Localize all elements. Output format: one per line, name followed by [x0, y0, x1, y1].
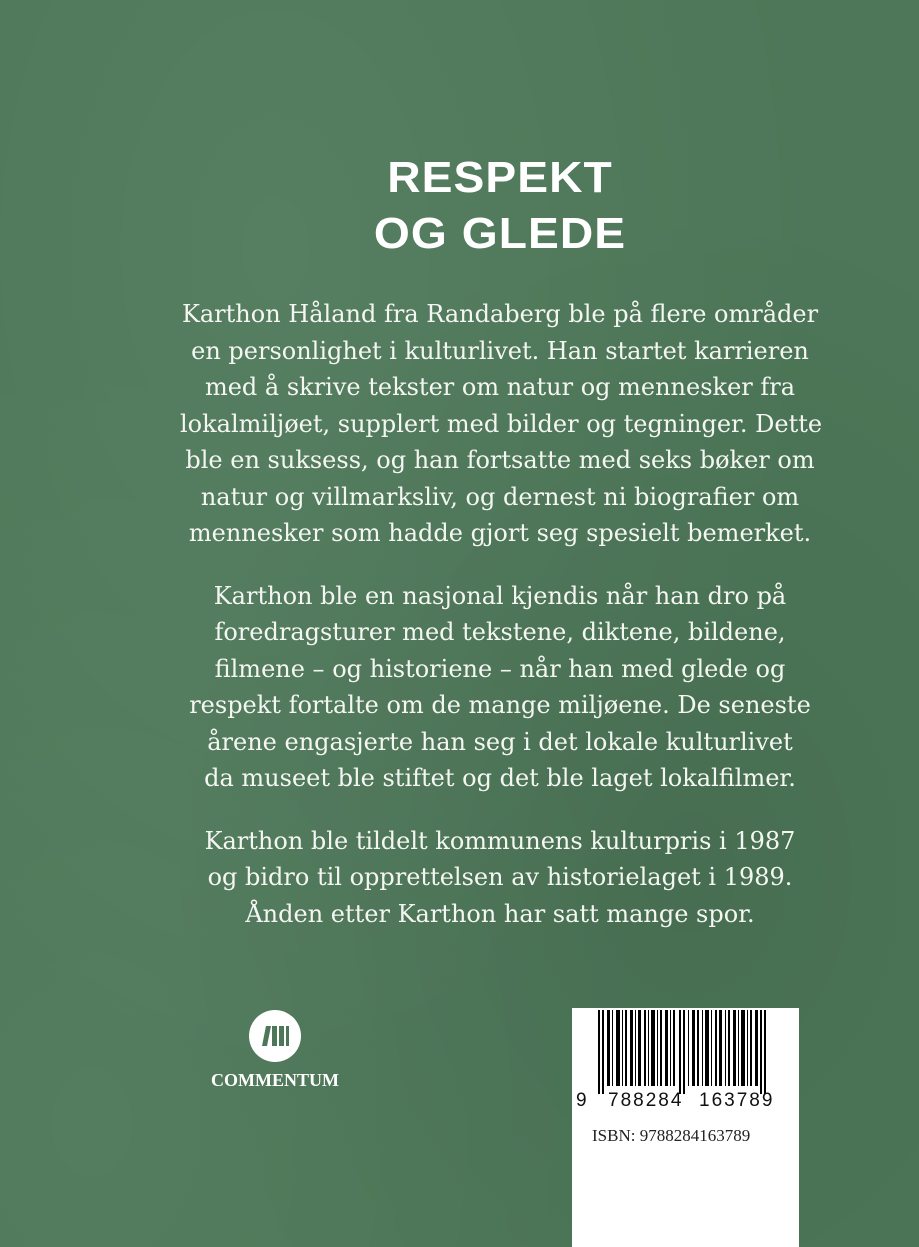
barcode	[592, 1010, 782, 1094]
publisher-block	[195, 1010, 355, 1091]
title-line-1: RESPEKT	[387, 153, 613, 202]
barcode-digits-left: 788284	[608, 1090, 684, 1111]
text-line: filmene – og historiene – når han med glede og	[214, 654, 786, 683]
isbn-barcode-box	[572, 1008, 799, 1247]
paragraph-2	[180, 578, 820, 797]
book-title	[290, 150, 710, 262]
text-line: Ånden etter Karthon har satt mange spor.	[245, 899, 755, 928]
text-line: en personlighet i kulturlivet. Han startet karrieren	[191, 336, 809, 365]
text-line: Karthon ble tildelt kommunens kulturpris i 1987	[204, 826, 796, 855]
barcode-digits-right: 163789	[699, 1090, 775, 1111]
paragraph-3	[180, 823, 820, 933]
back-cover-text	[180, 296, 823, 958]
text-line: da museet ble stiftet og det ble laget lokalfilmer.	[204, 764, 796, 792]
text-line: respekt fortalte om de mange miljøene. De seneste	[189, 691, 811, 719]
text-line: med å skrive tekster om natur og mennesker fra	[204, 373, 796, 401]
text-line: Karthon ble en nasjonal kjendis når han dro på	[213, 581, 787, 610]
barcode-digit-prefix: 9	[576, 1090, 587, 1111]
text-line: og bidro til opprettelsen av historielaget i 1989.	[207, 863, 793, 891]
isbn-label: ISBN: 9788284163789	[592, 1126, 751, 1145]
paragraph-1	[180, 296, 823, 552]
publisher-name: COMMENTUM	[211, 1070, 339, 1090]
book-spines-icon	[249, 1010, 301, 1062]
text-line: årene engasjerte han seg i det lokale kulturlivet	[207, 727, 793, 756]
text-line: Karthon Håland fra Randaberg ble på flere områder	[181, 300, 819, 328]
title-line-2: OG GLEDE	[373, 209, 627, 258]
text-line: natur og villmarksliv, og dernest ni biografier om	[200, 482, 800, 511]
text-line: ble en suksess, og han fortsatte med seks bøker om	[185, 446, 815, 474]
text-line: lokalmiljøet, supplert med bilder og tegninger. Dette	[180, 409, 823, 438]
text-line: mennesker som hadde gjort seg spesielt bemerket.	[188, 519, 812, 547]
text-line: foredragsturer med tekstene, diktene, bildene,	[214, 618, 786, 646]
